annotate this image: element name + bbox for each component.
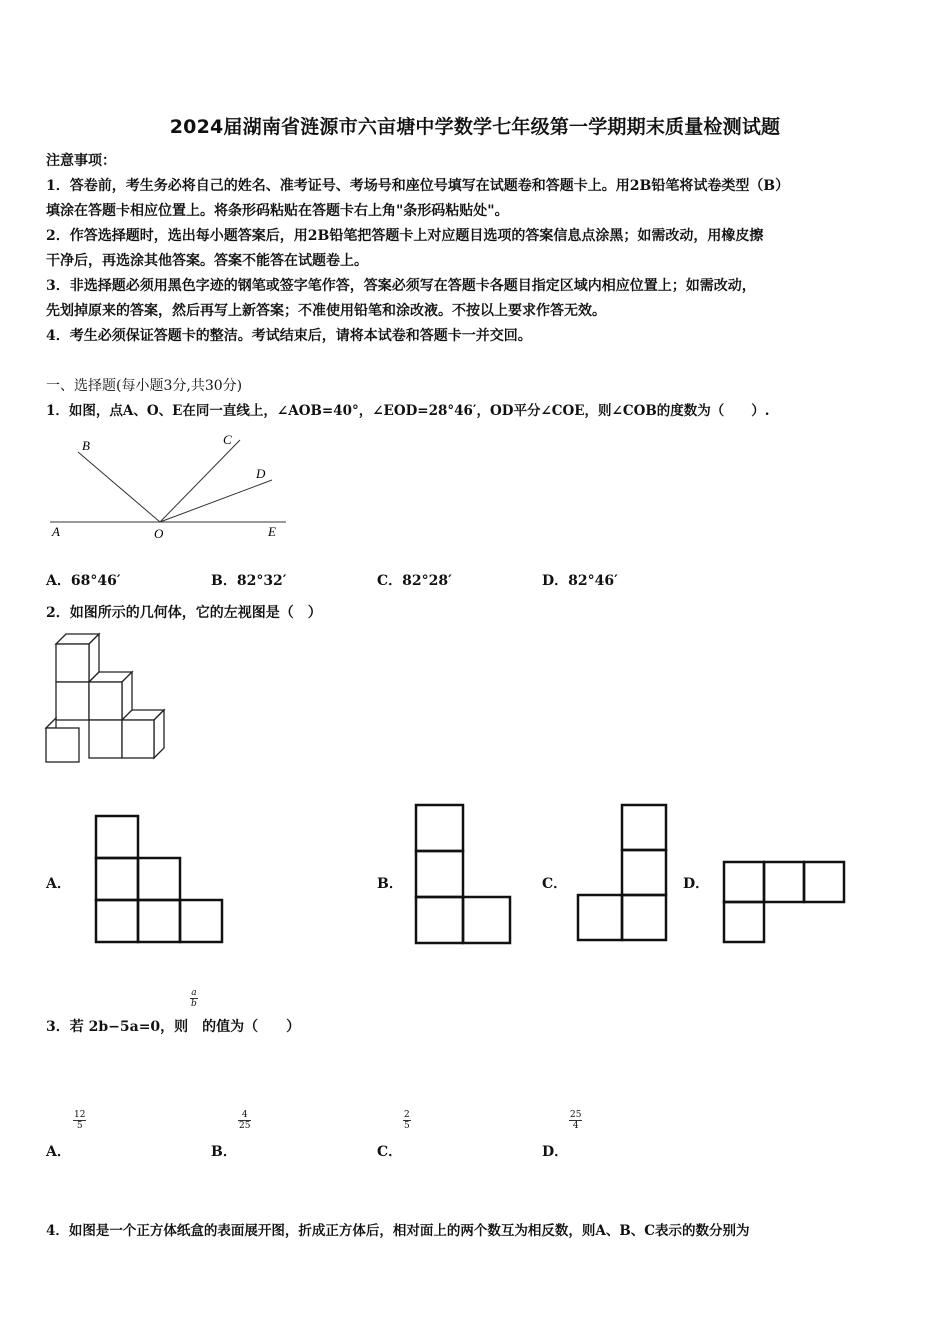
q3-option-a[interactable]: A．	[46, 1144, 71, 1160]
q3-option-a-fraction[interactable]: $\frac{12}{5}$	[74, 1110, 86, 1131]
q3-option-c[interactable]: C．	[377, 1144, 403, 1160]
q1-option-c[interactable]: C．82°28′	[377, 573, 452, 589]
q3-option-c-fraction[interactable]: $\frac{2}{5}$	[404, 1110, 410, 1131]
q2-option-a-label[interactable]: A．	[46, 876, 71, 892]
q2-solid-figure	[44, 632, 174, 772]
section-heading: 一、选择题(每小题3分,共30分)	[46, 378, 243, 394]
q3-option-d-fraction[interactable]: $\frac{25}{4}$	[570, 1110, 582, 1131]
q3-option-d[interactable]: D．	[542, 1144, 569, 1160]
q3-stem: 3．若 2b−5a=0，则 的值为（ ）	[46, 1019, 301, 1035]
notice-line: 2．作答选择题时，选出每小题答案后，用2B铅笔把答题卡上对应题目选项的答案信息点涂黑；如需改动，用橡皮擦	[46, 228, 764, 244]
q1-option-d[interactable]: D．82°46′	[542, 573, 618, 589]
label-o: O	[154, 526, 164, 541]
ray-oc	[160, 440, 240, 522]
notice-line: 先划掉原来的答案，然后再写上新答案；不准使用铅笔和涂改液。不按以上要求作答无效。	[46, 303, 606, 319]
q4-stem: 4．如图是一个正方体纸盒的表面展开图，折成正方体后，相对面上的两个数互为相反数，则A、B、C表示的数分别为	[46, 1223, 750, 1239]
notice-line: 填涂在答题卡相应位置上。将条形码粘贴在答题卡右上角"条形码粘贴处"。	[46, 203, 509, 219]
q1-option-a[interactable]: A．68°46′	[46, 573, 121, 589]
label-a: A	[52, 524, 60, 539]
notice-line: 干净后，再选涂其他答案。答案不能答在试题卷上。	[46, 253, 368, 269]
label-e: E	[268, 524, 276, 539]
q1-angle-figure	[40, 428, 300, 548]
q2-stem: 2．如图所示的几何体，它的左视图是（ ）	[46, 605, 322, 621]
q3-expr-fraction: $\frac{a}{b}$	[191, 988, 197, 1009]
notice-heading: 注意事项：	[46, 153, 116, 169]
q2-option-d-label[interactable]: D．	[683, 876, 710, 892]
q2-option-a-figure[interactable]	[94, 814, 224, 944]
q3-option-b[interactable]: B．	[211, 1144, 237, 1160]
ray-ob	[78, 452, 160, 522]
q1-option-b[interactable]: B．82°32′	[211, 573, 287, 589]
notice-line: 1．答卷前，考生务必将自己的姓名、准考证号、考场号和座位号填写在试题卷和答题卡上。用2B铅笔将试卷类型（B）	[46, 178, 790, 194]
q2-option-c-label[interactable]: C．	[542, 876, 568, 892]
label-d: D	[256, 466, 266, 481]
q2-option-b-label[interactable]: B．	[377, 876, 403, 892]
ray-od	[160, 480, 272, 522]
q2-option-c-figure[interactable]	[576, 803, 668, 943]
label-b: B	[82, 438, 90, 453]
q1-stem: 1．如图，点A、O、E在同一直线上，∠AOB=40°，∠EOD=28°46′，OD平分∠COE，则∠COB的度数为（ ）.	[46, 403, 770, 419]
q2-option-d-figure[interactable]	[722, 860, 846, 944]
notice-line: 3．非选择题必须用黑色字迹的钢笔或签字笔作答，答案必须写在答题卡各题目指定区域内相应位置上；如需改动，	[46, 278, 756, 294]
label-c: C	[223, 432, 232, 447]
q3-option-b-fraction[interactable]: $\frac{4}{25}$	[239, 1110, 251, 1131]
notice-line: 4．考生必须保证答题卡的整洁。考试结束后，请将本试卷和答题卡一并交回。	[46, 328, 532, 344]
q2-option-b-figure[interactable]	[414, 803, 514, 945]
page-title: 2024届湖南省涟源市六亩塘中学数学七年级第一学期期末质量检测试题	[169, 116, 781, 138]
